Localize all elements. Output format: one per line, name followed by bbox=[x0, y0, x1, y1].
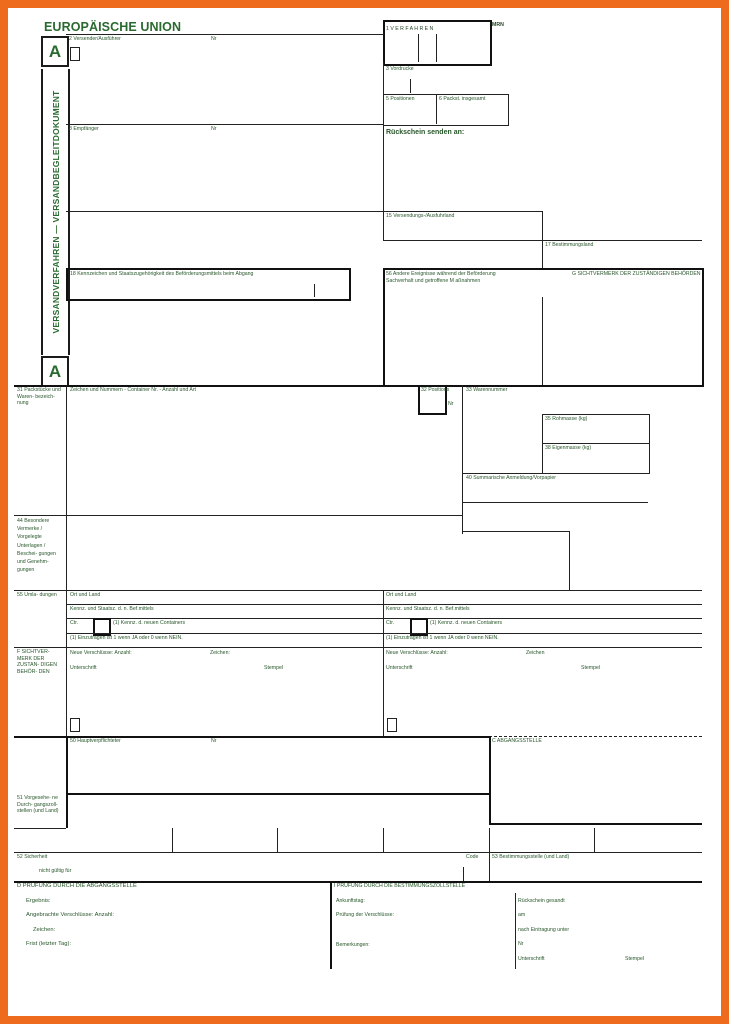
field-55-containers-right: (1) Kennz. d. neuen Containers bbox=[430, 620, 503, 626]
goods-marks-label: Zeichen und Nummern - Container Nr. - Anzahl und Art bbox=[70, 387, 196, 393]
field-c-top-dashed bbox=[489, 736, 702, 737]
field-i-right-divider bbox=[515, 893, 516, 969]
field-51-divider-5 bbox=[594, 828, 595, 852]
field-d-seals-applied: Angebrachte Verschlüsse: Anzahl: bbox=[26, 912, 114, 918]
field-2-label: 2 Versender/Ausführer bbox=[69, 36, 121, 42]
field-52-top-line bbox=[14, 852, 702, 853]
field-44-left-divider bbox=[66, 515, 67, 590]
field-f-signs-right: Zeichen bbox=[526, 650, 545, 656]
field-6-label: 6 Packst. insgesamt bbox=[439, 96, 486, 102]
field-44-right-line bbox=[462, 531, 570, 532]
field-i-label: I PRÜFUNG DURCH DIE BESTIMMUNGSZOLLSTELLE bbox=[334, 883, 466, 889]
field-d-result: Ergebnis: bbox=[26, 898, 51, 904]
field-40-label: 40 Summarische Anmeldung/Vorpapier bbox=[466, 475, 556, 481]
field-55-note-right: (1) Einzutragen ist 1 wenn JA oder 0 wenn NEIN. bbox=[386, 635, 499, 641]
field-50-label: 50 Hauptverpflichteter bbox=[70, 738, 121, 744]
field-55-place-right: Ort und Land bbox=[386, 592, 417, 598]
field-i-arrival: Ankunftstag: bbox=[336, 898, 365, 904]
field-55-note-left: (1) Einzutragen ist 1 wenn JA oder 0 wenn NEIN. bbox=[70, 635, 183, 641]
field-44-label: 44 Besondere Vermerke / Vorgelegte Unterlagen / Beschei- gungen und Genehm- gungen bbox=[17, 518, 56, 574]
field-i-after-entry: nach Eintragung unter bbox=[518, 927, 570, 933]
field-32-bottom bbox=[418, 413, 447, 415]
field-18-label: 18 Kennzeichen und Staatszugehörigkeit des Beförderungsmittels beim Abgang bbox=[70, 271, 254, 277]
field17-top-line bbox=[383, 240, 702, 241]
field-8-nr: Nr bbox=[211, 126, 217, 132]
field-i-return-sent: Rückschein gesandt bbox=[518, 898, 565, 904]
copy-letter-top: A bbox=[41, 36, 69, 67]
field-f-checkbox-left[interactable] bbox=[70, 718, 80, 732]
field-55-ctr-left: Ctr. bbox=[70, 620, 79, 626]
field-35-38-divider bbox=[542, 443, 649, 444]
field-55-vehicle-left: Kennz. und Staatsz. d. n. Bef.mittels bbox=[70, 606, 154, 612]
field-53-left-divider bbox=[489, 852, 490, 882]
field-51-stub-line bbox=[14, 828, 66, 829]
field-35-38-box bbox=[542, 414, 650, 474]
field-31-label: 31 Packstücke und Waren- bezeich- nung bbox=[17, 387, 61, 406]
procedure-divider-2 bbox=[436, 34, 437, 62]
field-d-label: D PRÜFUNG DURCH DIE ABGANGSSTELLE bbox=[17, 883, 137, 889]
field-f-label: F SICHTVER- MERK DER ZUSTAN- DIGEN BEHÖR- DEN bbox=[17, 649, 57, 675]
field-40-bottom-line bbox=[462, 502, 648, 503]
field-3-label: 3 Vordrucke bbox=[386, 66, 414, 72]
procedure-divider-1 bbox=[418, 34, 419, 62]
field-c-left-divider bbox=[489, 736, 491, 824]
field-51-divider-1 bbox=[172, 828, 173, 852]
field-52-not-valid: nicht gültig für bbox=[39, 868, 72, 874]
procedure-label: 1 V E R F A H R E N bbox=[386, 26, 434, 32]
field-divider-vertical bbox=[383, 62, 384, 240]
field-33-left bbox=[462, 385, 463, 534]
field-f-signs-left: Zeichen: bbox=[210, 650, 230, 656]
field-f-seals-left: Neue Verschlüsse: Anzahl: bbox=[70, 650, 132, 656]
field-f-seals-right: Neue Verschlüsse: Anzahl: bbox=[386, 650, 448, 656]
field-55-line-1 bbox=[66, 604, 702, 605]
copy-letter-bottom: A bbox=[41, 356, 69, 387]
transit-document-sheet bbox=[8, 8, 721, 1016]
field-38-label: 38 Eigenmasse (kg) bbox=[545, 445, 592, 451]
field-35-label: 35 Rohmasse (kg) bbox=[545, 416, 588, 422]
field-c-bottom-line bbox=[489, 823, 702, 825]
form-title: EUROPÄISCHE UNION bbox=[44, 20, 182, 34]
field-d-signs: Zeichen: bbox=[33, 927, 56, 933]
field-56-label-1: 56 Andere Ereignisse während der Beförderung bbox=[386, 271, 496, 277]
field-52-label: 52 Sicherheit bbox=[17, 854, 48, 860]
field2-top-line bbox=[66, 34, 384, 35]
field-56-g-divider bbox=[542, 297, 543, 385]
field-d-deadline: Frist (letzter Tag): bbox=[26, 941, 71, 947]
field-5-label: 5 Positionen bbox=[386, 96, 415, 102]
field-i-nr: Nr bbox=[518, 941, 524, 947]
field-3-divider bbox=[410, 79, 411, 93]
field-55-vehicle-right: Kennz. und Staatsz. d. n. Bef.mittels bbox=[386, 606, 470, 612]
field-32-left bbox=[418, 385, 420, 415]
vertical-title: VERSANDVERFAHREN — VERSANDBEGLEITDOKUMENT bbox=[50, 90, 61, 334]
return-to-label: Rückschein senden an: bbox=[386, 129, 465, 136]
goods-left-divider bbox=[66, 385, 67, 515]
field-c-label: C ABGANGSSTELLE bbox=[492, 738, 542, 744]
vertical-title-band bbox=[41, 69, 70, 355]
field-44-top-line bbox=[14, 515, 463, 516]
field-f-signature-right: Unterschrift bbox=[386, 665, 413, 671]
field8-bottom-line bbox=[66, 211, 384, 212]
field-51-divider-3 bbox=[383, 828, 384, 852]
field-18-divider bbox=[314, 284, 315, 297]
field-8-label: 8 Empfänger bbox=[69, 126, 99, 132]
field-5-6-divider bbox=[436, 94, 437, 124]
field-50-bottom-line bbox=[66, 793, 491, 795]
field-50-left-divider bbox=[66, 736, 68, 828]
field-i-remarks: Bemerkungen: bbox=[336, 942, 370, 948]
field-2-checkbox[interactable] bbox=[70, 47, 80, 61]
field15-top-line bbox=[383, 211, 543, 212]
field-51-label: 51 Vorgesehe- ne Durch- gangszoll- stellen (und Land) bbox=[17, 795, 59, 814]
field-51-divider-4 bbox=[489, 828, 490, 852]
field-53-label: 53 Bestimmungsstelle (und Land) bbox=[492, 854, 570, 860]
field-55-place-left: Ort und Land bbox=[70, 592, 101, 598]
field-i-seal-check: Prüfung der Verschlüsse: bbox=[336, 912, 394, 918]
field-56-box bbox=[383, 268, 704, 387]
field-g-label: G SICHTVERMERK DER ZUSTÄNDIGEN BEHÖRDEN bbox=[572, 271, 701, 277]
field-51-divider-2 bbox=[277, 828, 278, 852]
field-55-line-3 bbox=[66, 633, 702, 634]
field-33-label: 33 Warennummer bbox=[466, 387, 508, 393]
field-55-label: 55 Umla- dungen bbox=[17, 592, 57, 598]
field-i-left-divider bbox=[330, 881, 332, 969]
field-17-label: 17 Bestimmungsland bbox=[545, 242, 594, 248]
field-55-ctr-right: Ctr. bbox=[386, 620, 395, 626]
field-f-signature-left: Unterschrift bbox=[70, 665, 97, 671]
field-32-label: 32 Positions bbox=[421, 387, 450, 393]
mrn-label: MRN bbox=[492, 22, 504, 28]
field-f-stamp-left: Stempel bbox=[264, 665, 284, 671]
field-2-nr: Nr bbox=[211, 36, 217, 42]
field-56-label-2: Sachverhalt und getroffene M aßnahmen bbox=[386, 278, 481, 284]
field-55-line-2 bbox=[66, 618, 702, 619]
field-f-stamp-right: Stempel bbox=[581, 665, 601, 671]
field-52-code: Code bbox=[466, 854, 479, 860]
field8-top-line bbox=[66, 124, 384, 125]
field-44-right-divider bbox=[569, 531, 570, 590]
field-55-top-line bbox=[14, 590, 702, 591]
field-55-containers-left: (1) Kennz. d. neuen Containers bbox=[113, 620, 186, 626]
field-i-signature: Unterschrift bbox=[518, 956, 545, 962]
field-55-mid-divider bbox=[383, 590, 384, 737]
field-i-stamp: Stempel bbox=[625, 956, 645, 962]
field-f-left-divider bbox=[66, 647, 67, 737]
field-i-on: am bbox=[518, 912, 526, 918]
field-52-code-divider bbox=[463, 867, 464, 882]
field-15-label: 15 Versendungs-/Ausfuhrland bbox=[386, 213, 455, 219]
field-f-checkbox-right[interactable] bbox=[387, 718, 397, 732]
field-40-top-line bbox=[462, 473, 548, 474]
field-f-top-line bbox=[14, 647, 702, 648]
field-32-nr: Nr bbox=[448, 401, 454, 407]
field-50-nr: Nr bbox=[211, 738, 217, 744]
